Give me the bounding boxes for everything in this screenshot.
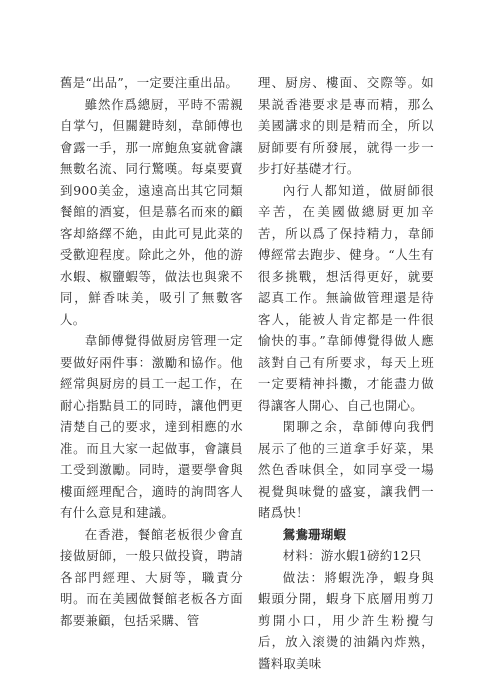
paragraph: 雖然作爲總厨，平時不需親自掌勺，但關鍵時刻，韋師傅也會露一手，那一席鮑魚宴就會讓無數名流、同行驚嘆。每桌要賣到900美金，遠遠高出其它同類餐館的酒宴，但是慕名而來的顧客却絡繹不絶，由此可見此菜的受歡迎程度。除此之外，他的游水蝦、椒鹽蝦等，做法也與衆不同，鮮香味美，吸引了無數客人。 — [60, 96, 243, 327]
paragraph: 韋師傅覺得做厨房管理一定要做好兩件事：激勵和協作。他經常與厨房的員工一起工作，在耐心指點員工的同時，讓他們更清楚自己的要求，達到相應的水准。而且大家一起做事，會讓員工受到激勵。同時，還要學會與樓面經理配合，適時的詢問客人有什么意見和建議。 — [60, 333, 243, 520]
left-column — [60, 72, 243, 631]
recipe-method: 做法：將蝦洗净，蝦身與蝦頭分開，蝦身下底層用剪刀剪開小口，用少許生粉攪勻后，放入滚燙的油鍋內炸熟，醬料取美味 — [258, 569, 434, 671]
right-column — [258, 72, 434, 674]
paragraph: 理、厨房、樓面、交際等。如果説香港要求是專而精，那么美國講求的則是精而全，所以厨師要有所發展，就得一步一步打好基礎才行。 — [258, 75, 434, 176]
recipe-title: 鴛鴦珊瑚蝦 — [282, 526, 347, 542]
paragraph: 舊是“出品”，一定要注重出品。 — [60, 75, 239, 90]
paragraph: 在香港，餐館老板很少會直接做厨師，一般只做投資，聘請各部門經理、大厨等，職責分明。而在美國做餐館老板各方面都要兼顧，包括采購、管 — [60, 526, 243, 628]
paragraph: 內行人都知道，做厨師很辛苦，在美國做總厨更加辛苦，所以爲了保持精力，韋師傅經常去跑步、健身。“人生有很多挑戰，想活得更好，就要認真工作。無論做管理還是待客人，能被人肯定都是一件很愉快的事。”韋師傅覺得做人應該對自己有所要求，每天上班一定要精神抖擻，才能盡力做得讓客人開心、自己也開心。 — [258, 182, 434, 413]
recipe-materials: 材料：游水蝦1磅約12只 — [282, 548, 422, 563]
paragraph: 閑聊之余，韋師傅向我們展示了他的三道拿手好菜，果然色香味俱全，如同享受一場視覺與味覺的盛宴，讓我們一睹爲快！ — [258, 419, 434, 520]
